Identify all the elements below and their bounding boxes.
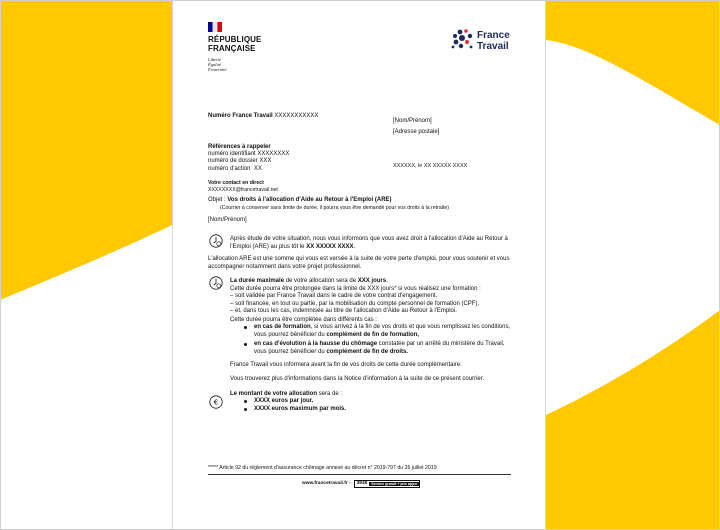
marianne-flag-icon — [208, 22, 222, 32]
list-item: en cas de formation, si vous arrivez à la fin de vos droits et que vous remplissez les conditions, vous pourrez bénéficier du complément de fin de formation, — [242, 324, 517, 339]
objet-label: Objet : — [208, 197, 228, 203]
euro-icon — [209, 395, 223, 409]
phone-badge — [354, 480, 421, 488]
amount-per-month: XXXX euros maximum par mois. — [242, 406, 346, 414]
republique-francaise-name — [208, 35, 261, 53]
duration-condition-3: – et, dans tous les cas, indemnisée au titre de l'allocation d'Aide au Retour à l'Emploi. — [230, 308, 457, 314]
recipient-address: [Adresse postale] — [393, 129, 440, 135]
numero-ft-label: Numéro France Travail — [208, 113, 273, 119]
paragraph-duration: La durée maximale de votre allocation sera de XXX jours. Cette durée pourra être prolongée dans la limite de XXX jours* si vous réalisez une formation : – soit validée par France Travail dans le cadre de votre contrat d'engagement, – soit financée, en tout ou partie, par la mobilisation du compte personnel de formation (CPF), – et, dans tous les cas, indemnisée au titre de l'allocation d'Aide au Retour à l'Emploi. — [230, 278, 515, 316]
paragraph-notice: Vous trouverez plus d'informations dans la Notice d'information à la suite de ce présent courrier. — [230, 376, 485, 382]
ref-action: numéro d'action XX — [208, 165, 262, 172]
duration-condition-1: – soit validée par France Travail dans le cadre de votre contrat d'engagement, — [230, 293, 438, 299]
rf-motto-3: Fraternité — [208, 67, 227, 72]
salutation: [Nom/Prénom] — [208, 217, 247, 223]
contact-block — [208, 180, 278, 194]
duration-condition-2: – soit financée, en tout ou partie, par la mobilisation du compte personnel de formation (CPF), — [230, 300, 480, 307]
calendar-clock-icon — [209, 276, 223, 290]
eligibility-date: XX XXXXX XXXX — [306, 243, 354, 250]
france-travail-logo-icon — [449, 26, 477, 54]
footer-website[interactable]: www.francetravail.fr - — [302, 481, 351, 486]
objet-title: Vos droits à l'allocation d'Aide au Retour à l'Emploi (ARE) — [227, 197, 392, 203]
paragraph-are-definition: L'allocation ARE est une somme qui vous est versée à la suite de votre perte d'emploi, pour vous soutenir et vous accompagner notamment dans votre projet professionnel. — [208, 256, 510, 270]
amount-list — [242, 398, 346, 413]
numero-ft-value: XXXXXXXXXXX — [274, 113, 319, 119]
recipient-name: [Nom/Prénom] — [393, 118, 432, 124]
contact-email: XXXXXXXX@francetravail.net — [208, 187, 278, 193]
phone-number: 3949 — [356, 481, 368, 486]
recipient-address-block — [393, 116, 439, 138]
letter-page — [172, 0, 546, 530]
calendar-clock-icon — [209, 234, 223, 248]
complements-list — [242, 324, 517, 358]
rf-motto — [208, 57, 227, 72]
paragraph-complements: Cette durée pourra être complétée dans différents cas : — [230, 317, 377, 323]
footnote: ***** Article 92 du règlement d'assurance chômage annexé au décret n° 2019-797 du 26 juillet 2019 — [208, 465, 511, 475]
paragraph-information: France Travail vous informera avant la fin de vos droits de cette durée complémentaire. — [230, 362, 462, 368]
ft-name-line1: France — [477, 30, 510, 41]
rf-name-line1: RÉPUBLIQUE — [208, 35, 262, 44]
references-title: Références à rappeler — [208, 144, 271, 150]
paragraph-amount: Le montant de votre allocation sera de : — [230, 391, 343, 397]
contact-title: Votre contact en direct — [208, 180, 264, 186]
footer — [302, 480, 420, 488]
duration-days: XXX jours — [357, 278, 387, 284]
references-block — [208, 144, 289, 173]
numero-france-travail — [208, 113, 318, 121]
phone-tag: Service gratuit + prix appel — [371, 481, 418, 486]
rf-name-line2: FRANÇAISE — [208, 44, 256, 53]
svg-text:€: € — [213, 398, 219, 407]
objet-subtitle: (Courrier à conserver sans limite de durée, il pourra vous être demandé pour vos droits à la retraite) — [220, 204, 449, 211]
rf-motto-1: Liberté — [208, 57, 221, 62]
ft-name-line2: Travail — [477, 41, 509, 52]
amount-per-day: XXXX euros par jour. — [242, 398, 346, 406]
date-line: XXXXXX, le XX XXXXX XXXX — [393, 163, 468, 169]
rf-motto-2: Égalité — [208, 62, 221, 67]
france-travail-name — [477, 30, 510, 52]
objet-block — [208, 197, 528, 211]
list-item: en cas d'évolution à la hausse du chômage constatée par un arrêté du ministère du Travail, vous pourrez bénéficier du complément de fin de droits. — [242, 341, 517, 356]
paragraph-eligibility: Après étude de votre situation, nous vous informons que vous avez droit à l'allocation d'Aide au Retour à l'Emploi (ARE) au plus tôt le XX XXXXX XXXX. — [230, 236, 508, 250]
ref-dossier: numéro de dossier XXX — [208, 158, 272, 165]
ref-identifiant: numéro identifiant XXXXXXXX — [208, 151, 290, 158]
